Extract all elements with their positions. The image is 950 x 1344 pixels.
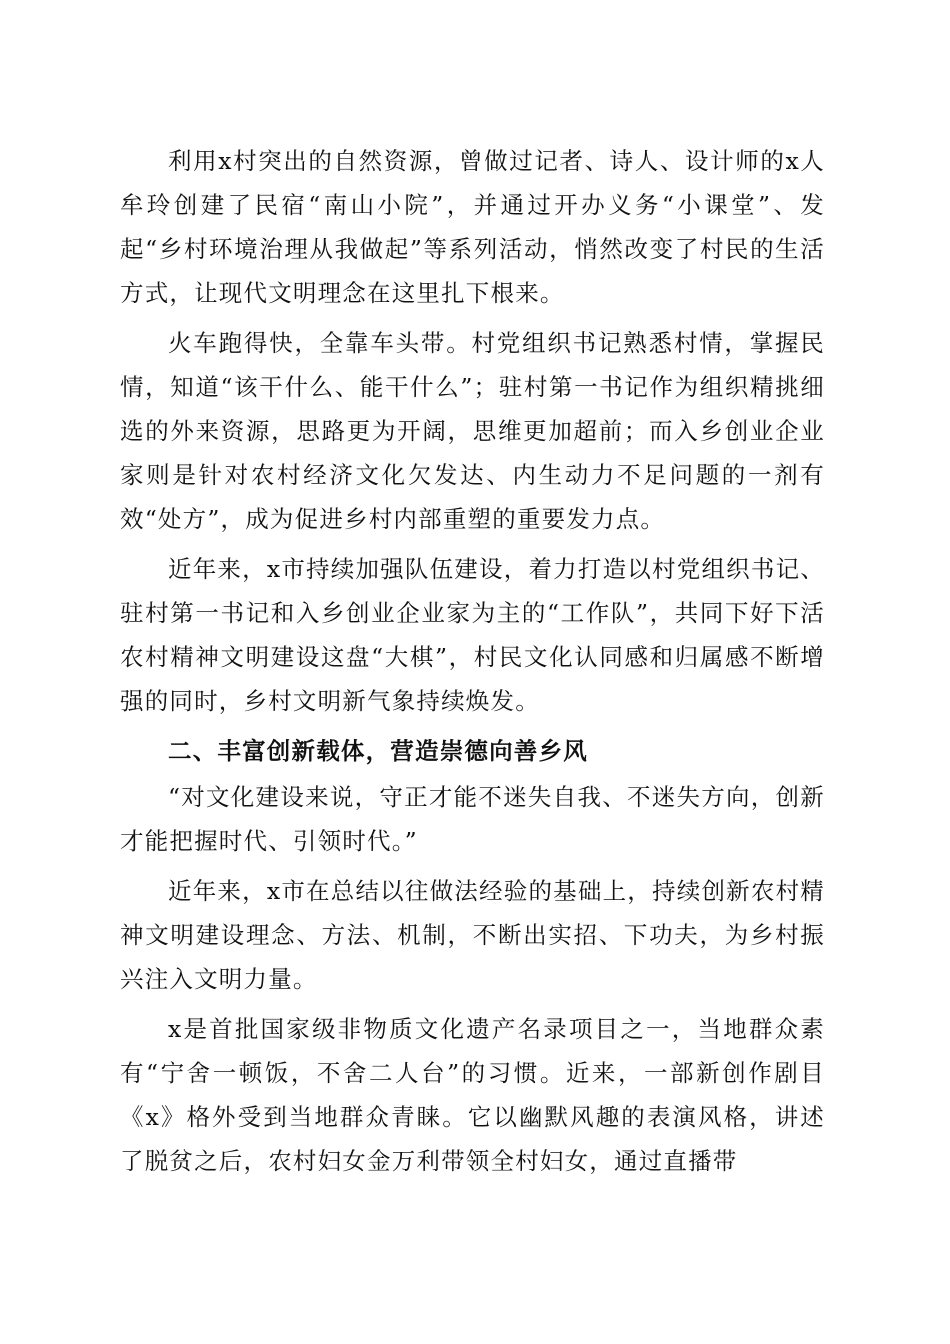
paragraph-4: “对文化建设来说，守正才能不迷失自我、不迷失方向，创新才能把握时代、引领时代。” (120, 783, 825, 855)
paragraph-1: 利用x村突出的自然资源，曾做过记者、诗人、设计师的x人牟玲创建了民宿“南山小院”，并通过开办义务“小课堂”、发起“乡村环境治理从我做起”等系列活动，悄然改变了村民的生活方式，让现代文明理念在这里扎下根来。 (120, 147, 825, 307)
document-body (120, 139, 825, 1189)
paragraph-5: 近年来，x市在总结以往做法经验的基础上，持续创新农村精神文明建设理念、方法、机制，不断出实招、下功夫，为乡村振兴注入文明力量。 (120, 877, 825, 993)
paragraph-2: 火车跑得快，全靠车头带。村党组织书记熟悉村情，掌握民情，知道“该干什么、能干什么”；驻村第一书记作为组织精挑细选的外来资源，思路更为开阔，思维更加超前；而入乡创业企业家则是针对农村经济文化欠发达、内生动力不足问题的一剂有效“处方”，成为促进乡村内部重塑的重要发力点。 (120, 329, 825, 533)
paragraph-3: 近年来，x市持续加强队伍建设，着力打造以村党组织书记、驻村第一书记和入乡创业企业家为主的“工作队”，共同下好下活农村精神文明建设这盘“大棋”，村民文化认同感和归属感不断增强的同时，乡村文明新气象持续焕发。 (120, 555, 825, 715)
section-heading: 二、丰富创新载体，营造崇德向善乡风 (168, 737, 588, 765)
paragraph-6: x是首批国家级非物质文化遗产名录项目之一，当地群众素有“宁舍一顿饭，不舍二人台”的习惯。近来，一部新创作剧目《x》格外受到当地群众青睐。它以幽默风趣的表演风格，讲述了脱贫之后，农村妇女金万利带领全村妇女，通过直播带 (120, 1015, 825, 1175)
